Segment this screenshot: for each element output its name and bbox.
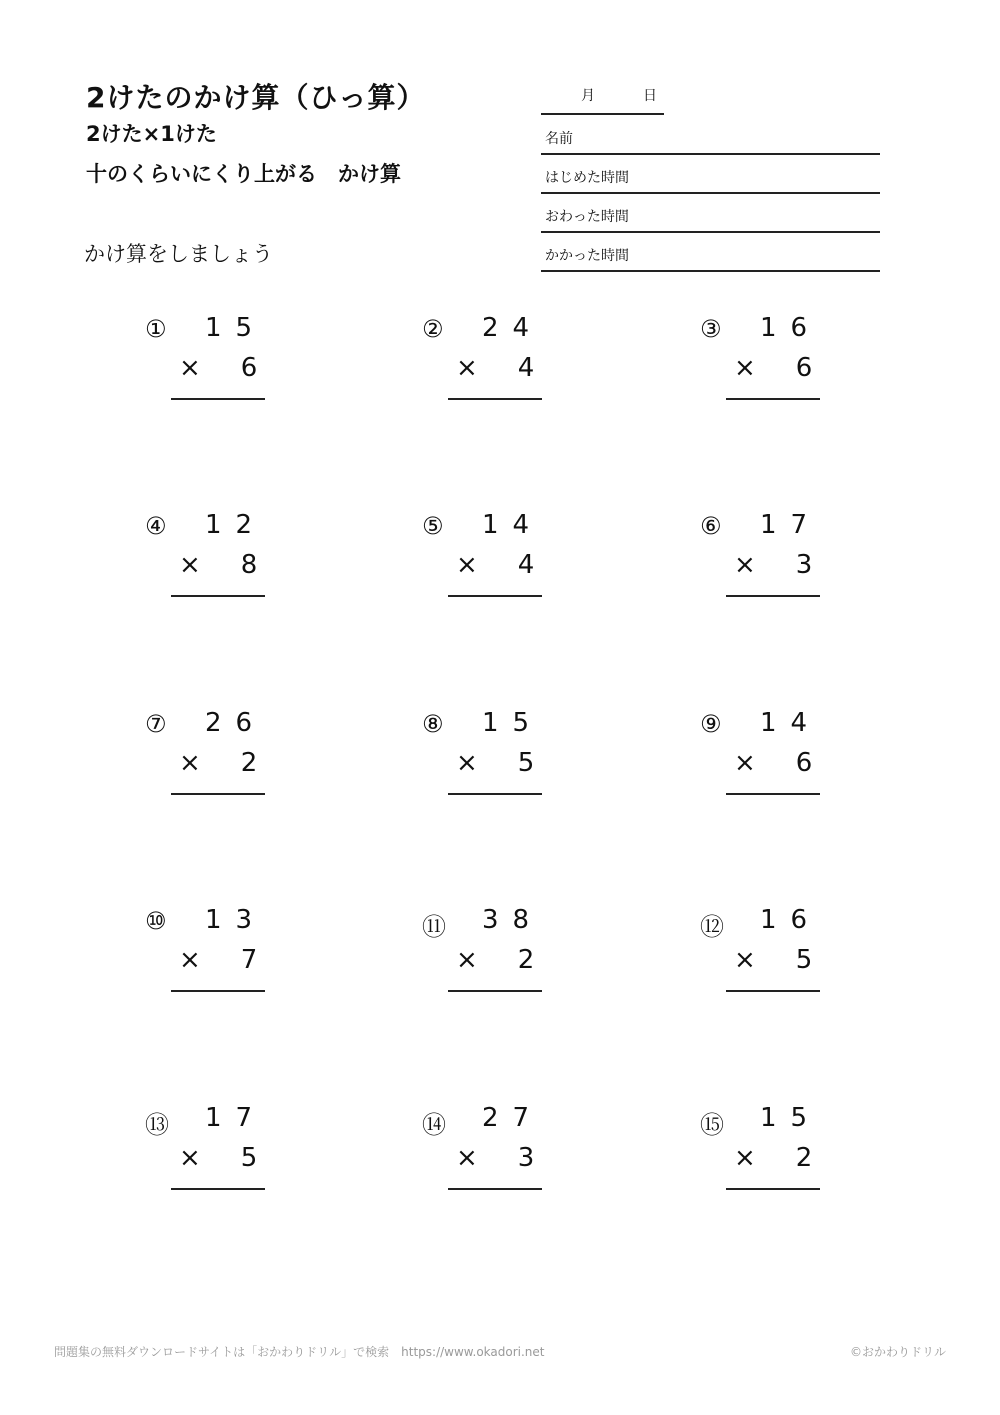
multiplier: 5 xyxy=(795,945,813,975)
problem-1 xyxy=(145,313,275,393)
times-sign: × xyxy=(734,945,756,975)
multiplier: 5 xyxy=(240,1143,258,1173)
start-time-label: はじめた時間 xyxy=(545,170,629,186)
multiplicand: 15 xyxy=(482,708,544,738)
problem-10 xyxy=(145,905,275,985)
problem-6 xyxy=(700,510,830,590)
multiplicand: 14 xyxy=(760,708,822,738)
answer-line xyxy=(726,1188,820,1190)
times-sign: × xyxy=(456,550,478,580)
answer-line xyxy=(171,595,265,597)
name-field[interactable] xyxy=(541,116,880,155)
problem-14 xyxy=(422,1103,552,1183)
problem-number: ⑭ xyxy=(422,1111,446,1139)
footer-download-note: 問題集の無料ダウンロードサイトは「おかわりドリル」で検索 https://www.okadori.net xyxy=(54,1345,545,1359)
problem-number: ⑫ xyxy=(700,913,724,941)
worksheet-subtitle-digits: 2けた×1けた xyxy=(86,122,217,146)
multiplier: 5 xyxy=(517,748,535,778)
multiplicand: 38 xyxy=(482,905,544,935)
multiplicand: 15 xyxy=(205,313,267,343)
problem-8 xyxy=(422,708,552,788)
problem-number: ④ xyxy=(145,512,167,540)
answer-line xyxy=(171,398,265,400)
problem-number: ③ xyxy=(700,315,722,343)
multiplicand: 13 xyxy=(205,905,267,935)
multiplicand: 16 xyxy=(760,905,822,935)
times-sign: × xyxy=(179,353,201,383)
multiplier: 2 xyxy=(517,945,535,975)
answer-line xyxy=(448,990,542,992)
answer-line xyxy=(726,398,820,400)
times-sign: × xyxy=(179,1143,201,1173)
date-field[interactable] xyxy=(541,80,664,115)
multiplicand: 16 xyxy=(760,313,822,343)
worksheet-title: 2けたのかけ算（ひっ算） xyxy=(86,81,426,114)
end-time-field[interactable] xyxy=(541,194,880,233)
start-time-field[interactable] xyxy=(541,155,880,194)
problem-11 xyxy=(422,905,552,985)
problem-7 xyxy=(145,708,275,788)
multiplicand: 24 xyxy=(482,313,544,343)
multiplicand: 17 xyxy=(760,510,822,540)
multiplier: 8 xyxy=(240,550,258,580)
multiplier: 7 xyxy=(240,945,258,975)
times-sign: × xyxy=(734,353,756,383)
multiplicand: 12 xyxy=(205,510,267,540)
problem-number: ⑬ xyxy=(145,1111,169,1139)
problem-4 xyxy=(145,510,275,590)
elapsed-time-label: かかった時間 xyxy=(545,248,629,264)
problem-number: ⑩ xyxy=(145,907,167,935)
multiplier: 6 xyxy=(795,748,813,778)
name-label: 名前 xyxy=(545,131,573,147)
problem-13 xyxy=(145,1103,275,1183)
multiplicand: 17 xyxy=(205,1103,267,1133)
times-sign: × xyxy=(456,1143,478,1173)
times-sign: × xyxy=(179,945,201,975)
problem-5 xyxy=(422,510,552,590)
problem-number: ⑨ xyxy=(700,710,722,738)
problem-number: ⑥ xyxy=(700,512,722,540)
times-sign: × xyxy=(179,748,201,778)
multiplier: 2 xyxy=(795,1143,813,1173)
multiplier: 6 xyxy=(240,353,258,383)
footer-copyright: ©おかわりドリル xyxy=(850,1345,947,1359)
answer-line xyxy=(448,595,542,597)
problem-number: ② xyxy=(422,315,444,343)
answer-line xyxy=(171,990,265,992)
multiplier: 3 xyxy=(517,1143,535,1173)
times-sign: × xyxy=(734,748,756,778)
times-sign: × xyxy=(456,353,478,383)
multiplicand: 15 xyxy=(760,1103,822,1133)
answer-line xyxy=(448,793,542,795)
problem-number: ⑪ xyxy=(422,913,446,941)
times-sign: × xyxy=(734,550,756,580)
problem-number: ① xyxy=(145,315,167,343)
elapsed-time-field[interactable] xyxy=(541,233,880,272)
problem-number: ⑮ xyxy=(700,1111,724,1139)
worksheet-subtitle-carry: 十のくらいにくり上がる かけ算 xyxy=(86,162,401,186)
problem-number: ⑤ xyxy=(422,512,444,540)
answer-line xyxy=(448,398,542,400)
problem-2 xyxy=(422,313,552,393)
multiplier: 4 xyxy=(517,353,535,383)
instruction-text: かけ算をしましょう xyxy=(84,242,273,266)
multiplier: 2 xyxy=(240,748,258,778)
answer-line xyxy=(726,793,820,795)
multiplicand: 14 xyxy=(482,510,544,540)
problem-15 xyxy=(700,1103,830,1183)
answer-line xyxy=(448,1188,542,1190)
multiplicand: 27 xyxy=(482,1103,544,1133)
problem-9 xyxy=(700,708,830,788)
problem-12 xyxy=(700,905,830,985)
answer-line xyxy=(726,990,820,992)
multiplicand: 26 xyxy=(205,708,267,738)
times-sign: × xyxy=(456,945,478,975)
times-sign: × xyxy=(456,748,478,778)
answer-line xyxy=(171,1188,265,1190)
answer-line xyxy=(171,793,265,795)
end-time-label: おわった時間 xyxy=(545,209,629,225)
day-label: 日 xyxy=(643,88,657,104)
problem-number: ⑦ xyxy=(145,710,167,738)
problem-3 xyxy=(700,313,830,393)
multiplier: 4 xyxy=(517,550,535,580)
problem-number: ⑧ xyxy=(422,710,444,738)
times-sign: × xyxy=(734,1143,756,1173)
multiplier: 3 xyxy=(795,550,813,580)
answer-line xyxy=(726,595,820,597)
month-label: 月 xyxy=(581,88,595,104)
times-sign: × xyxy=(179,550,201,580)
multiplier: 6 xyxy=(795,353,813,383)
